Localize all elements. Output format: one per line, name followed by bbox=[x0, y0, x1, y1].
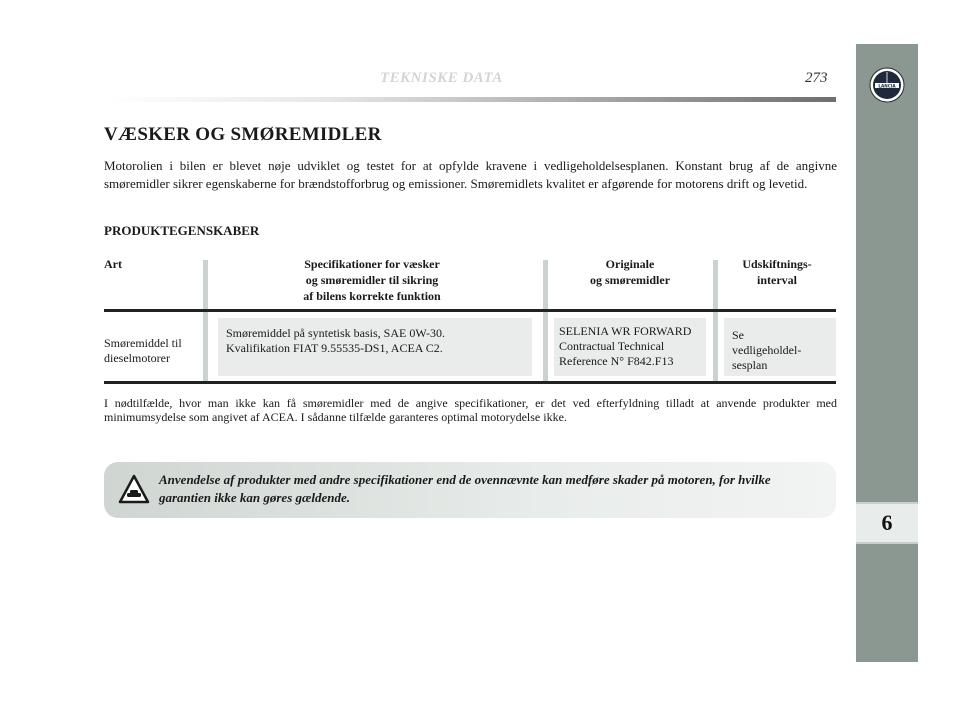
section-title: VÆSKER OG SMØREMIDLER bbox=[104, 124, 382, 145]
header-interval: Udskiftnings- interval bbox=[742, 257, 812, 287]
footnote-text: I nødtilfælde, hvor man ikke kan få smøremidler med de angive specifikationer, er det ved efterfyldning tilladt at anvende produkter med minimumsydelse som angivet af ACEA. I sådanne tilfælde garanteres optimal motorydelse ikke. bbox=[104, 396, 837, 424]
lancia-logo-icon bbox=[869, 67, 905, 103]
logo-text: LANCIA bbox=[878, 83, 896, 89]
cell-interval: Se vedligeholdel- sesplan bbox=[724, 318, 836, 376]
column-divider bbox=[713, 260, 718, 382]
intro-paragraph: Motorolien i bilen er blevet nøje udviklet og testet for at opfylde kravene i vedligeholdelsesplanen. Konstant brug af de angivne smøremidler sikrer egenskaberne for brændstofforbrug og emissioner. Smøremidlets kvalitet er afgørende for motorens drift og levetid. bbox=[104, 158, 837, 191]
cell-originals: SELENIA WR FORWARD Contractual Technical Reference N° F842.F13 bbox=[554, 318, 706, 376]
header-art: Art bbox=[104, 257, 122, 271]
warning-triangle-icon bbox=[118, 474, 150, 504]
header-title: TEKNISKE DATA bbox=[380, 70, 503, 86]
header-specifications: Specifikationer for væsker og smøremidler til sikring af bilens korrekte funktion bbox=[303, 257, 441, 303]
chapter-number[interactable]: 6 bbox=[856, 502, 918, 544]
table-rule-bottom bbox=[104, 381, 836, 384]
page-number: 273 bbox=[805, 70, 828, 86]
column-divider bbox=[203, 260, 208, 382]
subheading: PRODUKTEGENSKABER bbox=[104, 223, 260, 238]
cell-specifications: Smøremiddel på syntetisk basis, SAE 0W-30. Kvalifikation FIAT 9.55535-DS1, ACEA C2. bbox=[218, 318, 532, 376]
chapter-sidebar bbox=[856, 44, 918, 662]
warning-box bbox=[104, 462, 836, 518]
row-label: Smøremiddel til dieselmotorer bbox=[104, 336, 182, 365]
header-divider bbox=[104, 97, 836, 102]
header-originals: Originale og smøremidler bbox=[589, 257, 671, 287]
column-divider bbox=[543, 260, 548, 382]
table-rule-top bbox=[104, 309, 836, 312]
warning-text: Anvendelse af produkter med andre specifikationer end de ovennævnte kan medføre skader på motoren, for hvilke garantien ikke kan gøres gældende. bbox=[159, 472, 771, 505]
